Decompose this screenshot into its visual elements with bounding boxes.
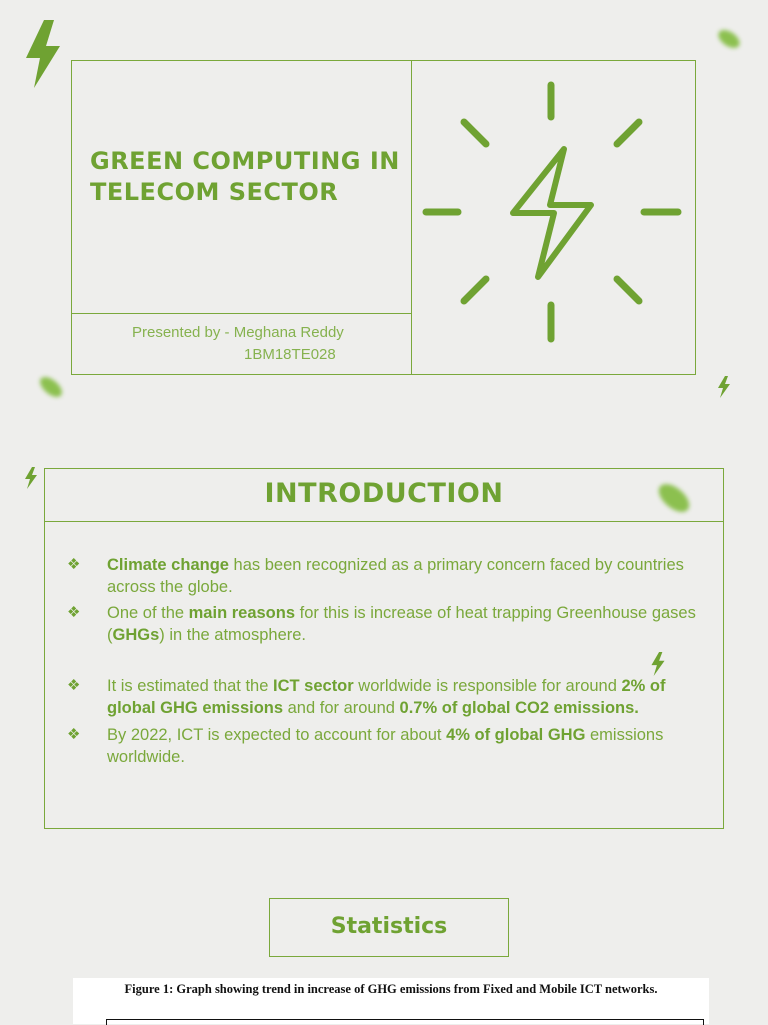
bullet-emphasis: 0.7% of global CO2 emissions. [399,699,639,717]
icon-panel [412,61,695,374]
list-item [67,675,707,719]
figure [73,978,709,1024]
bullet-icon: ❖ [67,604,81,621]
lightning-bolt-icon [513,149,591,277]
lightning-bolt-icon [717,376,731,398]
page-title: GREEN COMPUTING IN TELECOM SECTOR [90,147,400,206]
bullet-emphasis: 4% of global GHG [446,726,586,744]
section-header [45,469,723,522]
section-title: INTRODUCTION [264,478,504,509]
bullet-text [107,554,707,598]
bullet-icon: ❖ [67,677,81,694]
sun-rays-icon [412,61,695,374]
bullet-run: One of the [107,604,189,622]
title-slide [71,60,696,375]
leaf-blur-decoration [34,370,68,404]
figure-caption: Figure 1: Graph showing trend in increase of GHG emissions from Fixed and Mobile ICT networks. [124,982,658,996]
title-panel [72,61,412,314]
bullet-emphasis: 2% of global GHG emissions [107,677,666,717]
lightning-bolt-icon [22,20,64,88]
roll-number: 1BM18TE028 [244,346,336,363]
list-item [67,554,707,598]
introduction-section [44,468,724,829]
bullet-emphasis: GHGs [112,626,160,644]
presenter-name: Presented by - Meghana Reddy [132,324,344,341]
bullet-run: ) in the atmosphere. [159,626,307,644]
section-title: Statistics [330,914,448,939]
bullet-emphasis: main reasons [188,604,296,622]
list-item [67,724,707,768]
list-item [67,602,707,646]
bullet-run: It is estimated that the [107,677,273,695]
bullet-run: and for around [283,699,400,717]
bullet-icon: ❖ [67,726,81,743]
figure-frame [106,1019,704,1025]
bullet-emphasis: Climate change [107,556,229,574]
bullet-icon: ❖ [67,556,81,573]
bullet-text [107,724,707,768]
leaf-blur-decoration [714,24,744,54]
bullet-text [107,602,707,646]
bullet-run: By 2022, ICT is expected to account for about [107,726,447,744]
bullet-run: emissions worldwide. [107,726,664,766]
bullet-emphasis: ICT sector [273,677,354,695]
bullet-run: has been recognized as a primary concern faced by countries across the globe. [107,556,684,596]
lightning-bolt-icon [24,467,38,489]
bullet-run: for this is increase of heat trapping Greenhouse gases ( [107,604,696,644]
statistics-heading-box [269,898,509,957]
bullet-run: worldwide is responsible for around [353,677,622,695]
presenter-panel [72,314,412,374]
bullet-text [107,675,707,719]
